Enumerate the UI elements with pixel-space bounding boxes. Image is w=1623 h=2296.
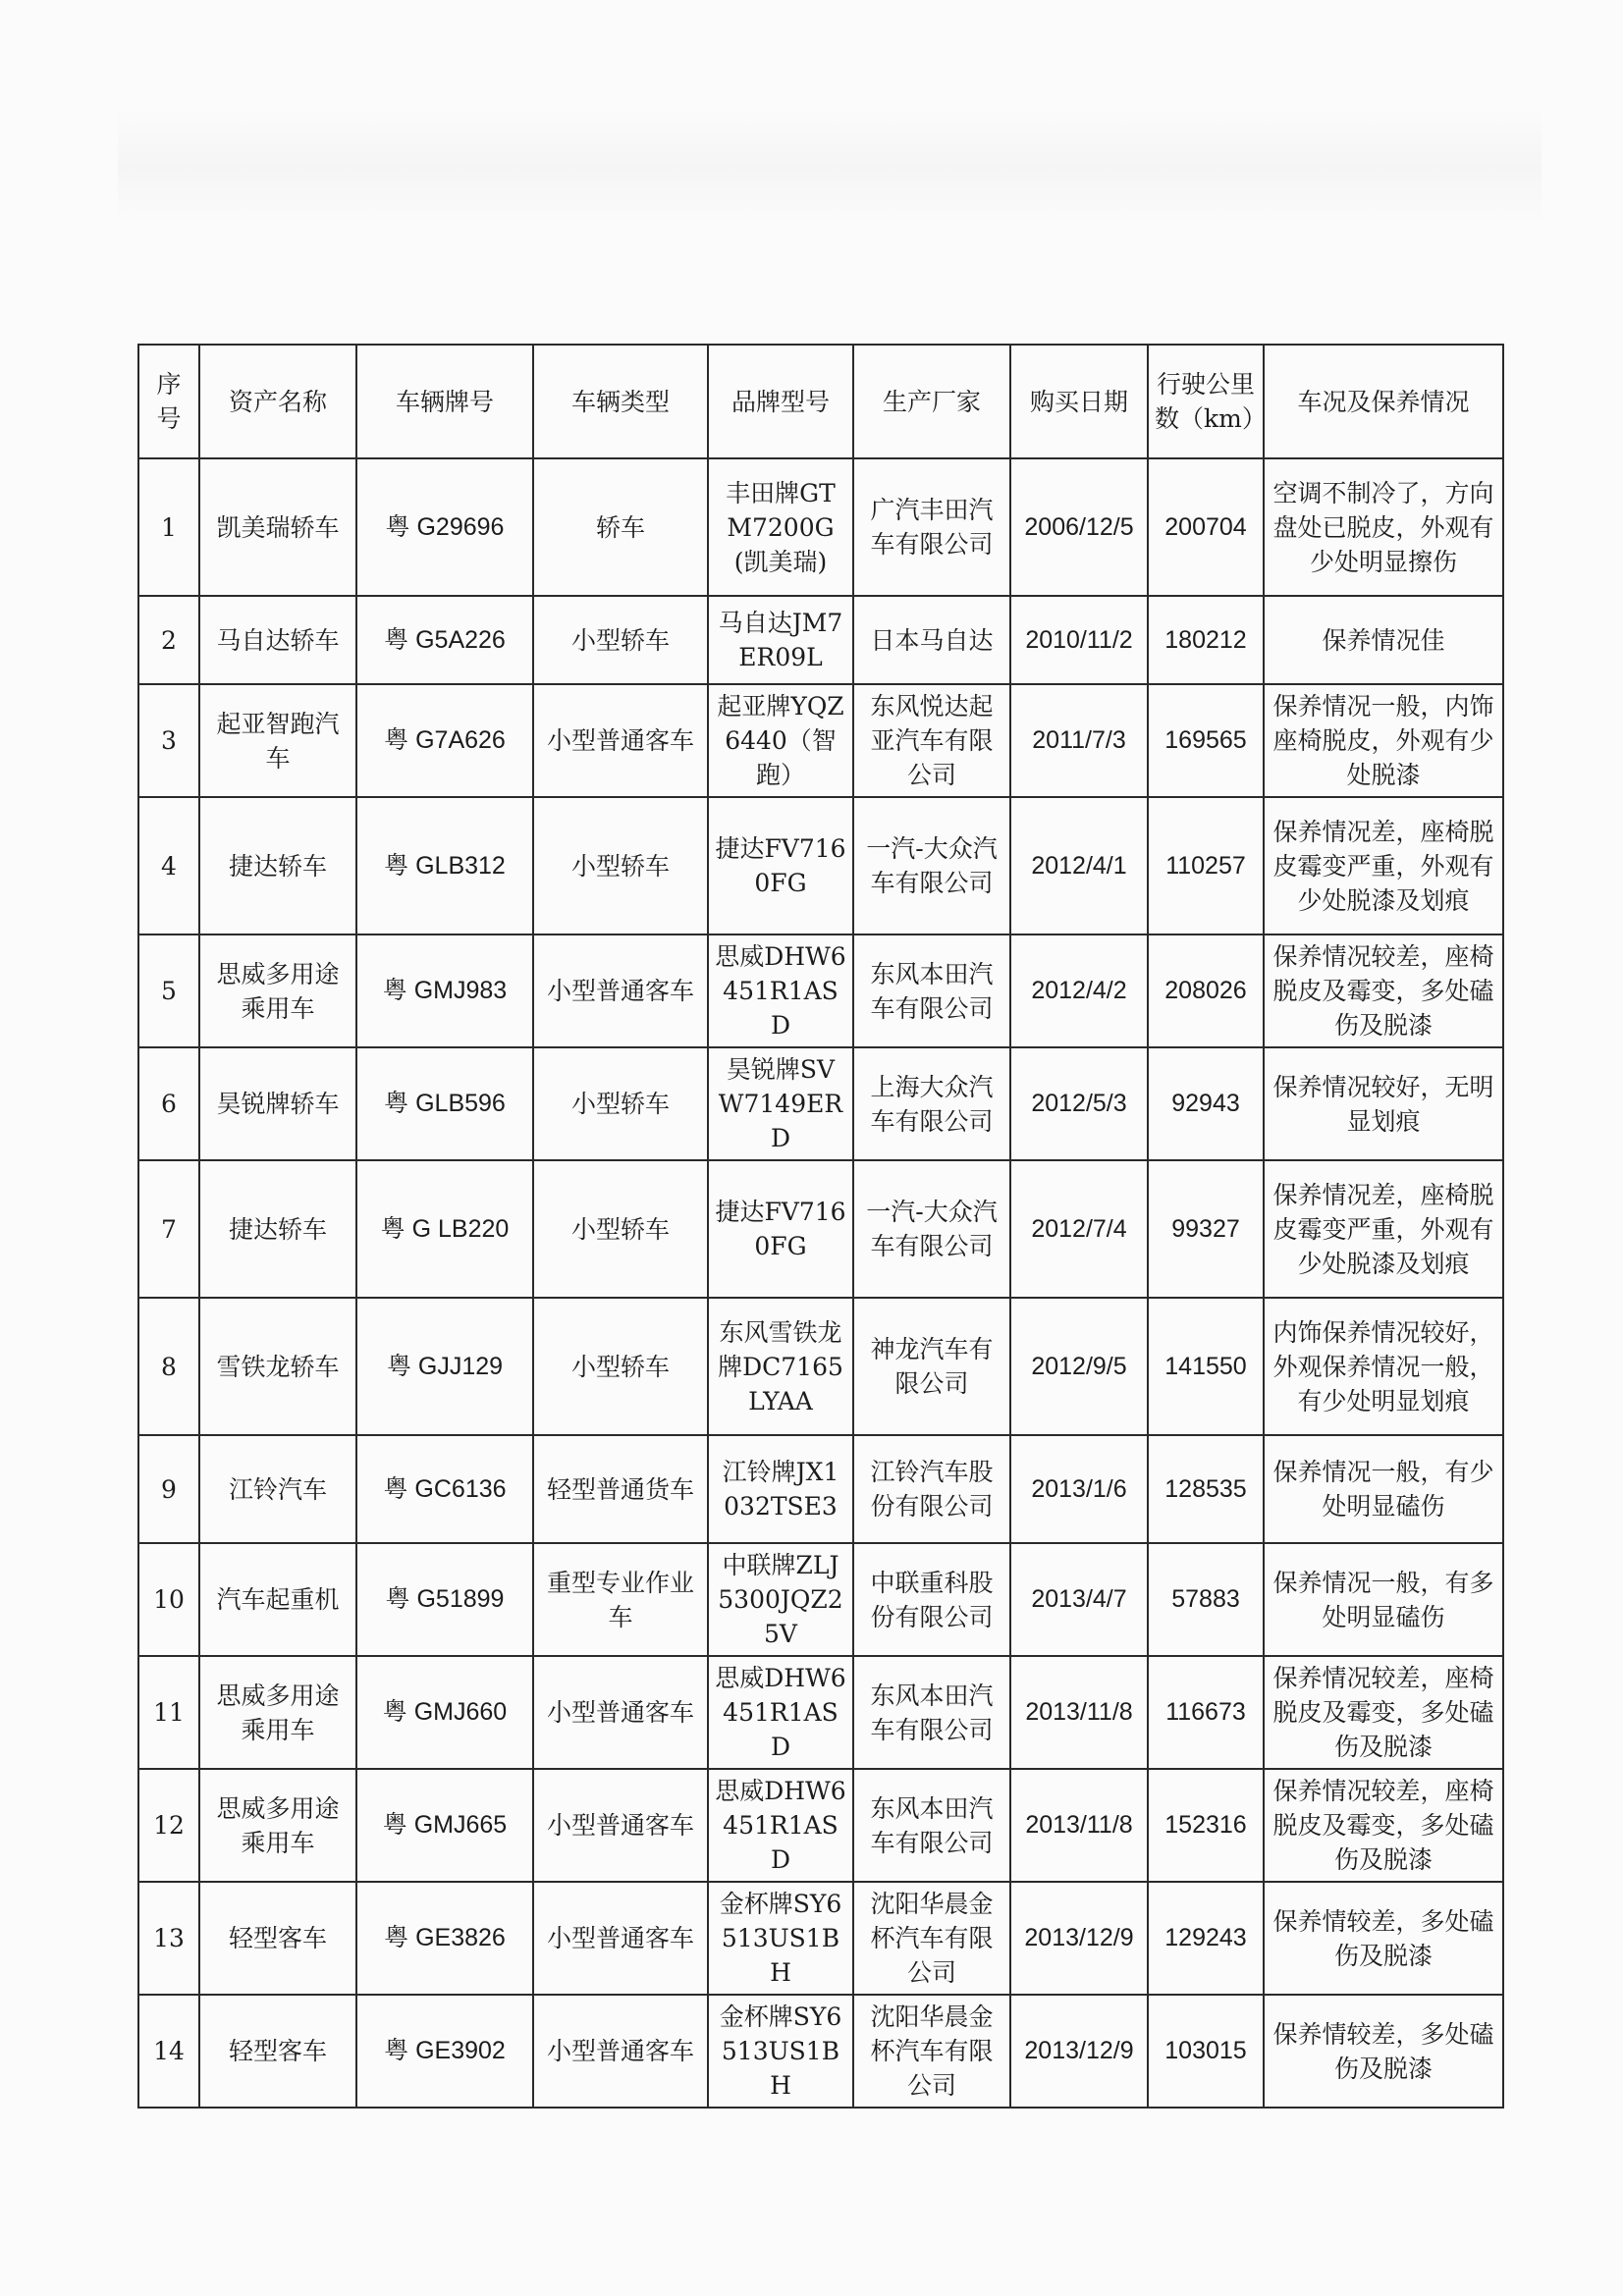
cell-asset-name: 轻型客车 — [199, 1882, 356, 1995]
cell-mileage: 200704 — [1148, 458, 1264, 596]
cell-purchase-date: 2013/11/8 — [1010, 1656, 1148, 1769]
cell-plate: 粤 GLB312 — [356, 797, 533, 934]
cell-mileage: 180212 — [1148, 596, 1264, 684]
cell-purchase-date: 2012/4/2 — [1010, 934, 1148, 1047]
header-row — [138, 345, 1503, 458]
cell-vehicle-type: 小型轿车 — [533, 797, 708, 934]
cell-mileage: 103015 — [1148, 1995, 1264, 2108]
cell-index: 1 — [138, 458, 199, 596]
header-manufacturer: 生产厂家 — [853, 345, 1010, 458]
cell-brand-model: 金杯牌SY6513US1BH — [708, 1995, 853, 2108]
cell-plate: 粤 GMJ660 — [356, 1656, 533, 1769]
cell-vehicle-type: 小型轿车 — [533, 1047, 708, 1160]
cell-mileage: 92943 — [1148, 1047, 1264, 1160]
table-row — [138, 1298, 1503, 1435]
cell-condition: 保养情况佳 — [1264, 596, 1503, 684]
cell-condition: 内饰保养情况较好，外观保养情况一般，有少处明显划痕 — [1264, 1298, 1503, 1435]
cell-plate: 粤 GMJ665 — [356, 1769, 533, 1882]
cell-purchase-date: 2006/12/5 — [1010, 458, 1148, 596]
cell-manufacturer: 一汽-大众汽车有限公司 — [853, 1160, 1010, 1298]
cell-plate: 粤 GC6136 — [356, 1435, 533, 1543]
vehicle-asset-table — [137, 344, 1504, 2109]
cell-vehicle-type: 小型普通客车 — [533, 1656, 708, 1769]
cell-brand-model: 江铃牌JX1032TSE3 — [708, 1435, 853, 1543]
cell-brand-model: 思威DHW6451R1ASD — [708, 1656, 853, 1769]
cell-condition: 保养情况较好，无明显划痕 — [1264, 1047, 1503, 1160]
table-row — [138, 1047, 1503, 1160]
cell-purchase-date: 2012/5/3 — [1010, 1047, 1148, 1160]
cell-index: 7 — [138, 1160, 199, 1298]
cell-condition: 保养情况一般，内饰座椅脱皮，外观有少处脱漆 — [1264, 684, 1503, 797]
table-row — [138, 934, 1503, 1047]
header-mileage: 行驶公里数（km） — [1148, 345, 1264, 458]
cell-manufacturer: 沈阳华晨金杯汽车有限公司 — [853, 1882, 1010, 1995]
cell-asset-name: 马自达轿车 — [199, 596, 356, 684]
cell-plate: 粤 GJJ129 — [356, 1298, 533, 1435]
header-asset-name: 资产名称 — [199, 345, 356, 458]
cell-vehicle-type: 小型轿车 — [533, 1160, 708, 1298]
cell-brand-model: 马自达JM7ER09L — [708, 596, 853, 684]
cell-index: 11 — [138, 1656, 199, 1769]
cell-condition: 保养情较差，多处磕伤及脱漆 — [1264, 1995, 1503, 2108]
cell-manufacturer: 神龙汽车有限公司 — [853, 1298, 1010, 1435]
table-row — [138, 1160, 1503, 1298]
table-header — [138, 345, 1503, 458]
cell-mileage: 129243 — [1148, 1882, 1264, 1995]
cell-brand-model: 思威DHW6451R1ASD — [708, 934, 853, 1047]
cell-plate: 粤 G5A226 — [356, 596, 533, 684]
cell-asset-name: 凯美瑞轿车 — [199, 458, 356, 596]
cell-index: 3 — [138, 684, 199, 797]
cell-mileage: 57883 — [1148, 1543, 1264, 1656]
cell-mileage: 169565 — [1148, 684, 1264, 797]
table-row — [138, 1995, 1503, 2108]
cell-plate: 粤 G LB220 — [356, 1160, 533, 1298]
cell-purchase-date: 2011/7/3 — [1010, 684, 1148, 797]
cell-plate: 粤 GMJ983 — [356, 934, 533, 1047]
cell-index: 13 — [138, 1882, 199, 1995]
cell-purchase-date: 2013/4/7 — [1010, 1543, 1148, 1656]
cell-index: 5 — [138, 934, 199, 1047]
cell-index: 14 — [138, 1995, 199, 2108]
cell-condition: 保养情况差，座椅脱皮霉变严重，外观有少处脱漆及划痕 — [1264, 1160, 1503, 1298]
cell-vehicle-type: 轻型普通货车 — [533, 1435, 708, 1543]
cell-brand-model: 昊锐牌SVW7149ERD — [708, 1047, 853, 1160]
cell-mileage: 116673 — [1148, 1656, 1264, 1769]
table-row — [138, 797, 1503, 934]
cell-manufacturer: 江铃汽车股份有限公司 — [853, 1435, 1010, 1543]
header-index: 序号 — [138, 345, 199, 458]
cell-brand-model: 东风雪铁龙牌DC7165LYAA — [708, 1298, 853, 1435]
cell-plate: 粤 G7A626 — [356, 684, 533, 797]
cell-manufacturer: 日本马自达 — [853, 596, 1010, 684]
cell-mileage: 141550 — [1148, 1298, 1264, 1435]
cell-brand-model: 捷达FV7160FG — [708, 1160, 853, 1298]
table-row — [138, 1435, 1503, 1543]
table-row — [138, 684, 1503, 797]
cell-asset-name: 起亚智跑汽车 — [199, 684, 356, 797]
cell-condition: 保养情况差，座椅脱皮霉变严重，外观有少处脱漆及划痕 — [1264, 797, 1503, 934]
table-row — [138, 1769, 1503, 1882]
cell-brand-model: 中联牌ZLJ5300JQZ25V — [708, 1543, 853, 1656]
table-row — [138, 1656, 1503, 1769]
cell-vehicle-type: 重型专业作业车 — [533, 1543, 708, 1656]
cell-asset-name: 雪铁龙轿车 — [199, 1298, 356, 1435]
cell-manufacturer: 沈阳华晨金杯汽车有限公司 — [853, 1995, 1010, 2108]
cell-index: 6 — [138, 1047, 199, 1160]
cell-vehicle-type: 小型普通客车 — [533, 934, 708, 1047]
cell-plate: 粤 G29696 — [356, 458, 533, 596]
cell-asset-name: 思威多用途乘用车 — [199, 1769, 356, 1882]
cell-vehicle-type: 小型普通客车 — [533, 684, 708, 797]
cell-vehicle-type: 小型普通客车 — [533, 1882, 708, 1995]
header-plate: 车辆牌号 — [356, 345, 533, 458]
cell-purchase-date: 2012/7/4 — [1010, 1160, 1148, 1298]
cell-brand-model: 丰田牌GTM7200G(凯美瑞) — [708, 458, 853, 596]
cell-condition: 保养情况较差，座椅脱皮及霉变，多处磕伤及脱漆 — [1264, 934, 1503, 1047]
cell-vehicle-type: 小型普通客车 — [533, 1769, 708, 1882]
cell-purchase-date: 2013/11/8 — [1010, 1769, 1148, 1882]
cell-condition: 保养情况较差，座椅脱皮及霉变，多处磕伤及脱漆 — [1264, 1656, 1503, 1769]
cell-asset-name: 汽车起重机 — [199, 1543, 356, 1656]
cell-manufacturer: 东风本田汽车有限公司 — [853, 1656, 1010, 1769]
cell-mileage: 128535 — [1148, 1435, 1264, 1543]
cell-mileage: 99327 — [1148, 1160, 1264, 1298]
cell-brand-model: 金杯牌SY6513US1BH — [708, 1882, 853, 1995]
cell-asset-name: 捷达轿车 — [199, 797, 356, 934]
cell-index: 4 — [138, 797, 199, 934]
cell-manufacturer: 东风悦达起亚汽车有限公司 — [853, 684, 1010, 797]
table-row — [138, 458, 1503, 596]
cell-mileage: 110257 — [1148, 797, 1264, 934]
cell-asset-name: 轻型客车 — [199, 1995, 356, 2108]
cell-purchase-date: 2012/9/5 — [1010, 1298, 1148, 1435]
cell-manufacturer: 东风本田汽车有限公司 — [853, 934, 1010, 1047]
cell-purchase-date: 2013/1/6 — [1010, 1435, 1148, 1543]
header-brand-model: 品牌型号 — [708, 345, 853, 458]
cell-plate: 粤 G51899 — [356, 1543, 533, 1656]
cell-manufacturer: 上海大众汽车有限公司 — [853, 1047, 1010, 1160]
cell-index: 8 — [138, 1298, 199, 1435]
cell-manufacturer: 一汽-大众汽车有限公司 — [853, 797, 1010, 934]
cell-purchase-date: 2013/12/9 — [1010, 1882, 1148, 1995]
header-condition: 车况及保养情况 — [1264, 345, 1503, 458]
table-row — [138, 1882, 1503, 1995]
cell-purchase-date: 2010/11/2 — [1010, 596, 1148, 684]
cell-brand-model: 捷达FV7160FG — [708, 797, 853, 934]
cell-condition: 空调不制冷了，方向盘处已脱皮，外观有少处明显擦伤 — [1264, 458, 1503, 596]
cell-mileage: 208026 — [1148, 934, 1264, 1047]
cell-purchase-date: 2012/4/1 — [1010, 797, 1148, 934]
cell-index: 10 — [138, 1543, 199, 1656]
cell-brand-model: 起亚牌YQZ6440（智跑） — [708, 684, 853, 797]
cell-asset-name: 思威多用途乘用车 — [199, 1656, 356, 1769]
cell-vehicle-type: 小型普通客车 — [533, 1995, 708, 2108]
cell-asset-name: 捷达轿车 — [199, 1160, 356, 1298]
cell-condition: 保养情况一般，有多处明显磕伤 — [1264, 1543, 1503, 1656]
cell-asset-name: 江铃汽车 — [199, 1435, 356, 1543]
cell-vehicle-type: 轿车 — [533, 458, 708, 596]
cell-vehicle-type: 小型轿车 — [533, 1298, 708, 1435]
cell-condition: 保养情况较差，座椅脱皮及霉变，多处磕伤及脱漆 — [1264, 1769, 1503, 1882]
header-vehicle-type: 车辆类型 — [533, 345, 708, 458]
cell-plate: 粤 GLB596 — [356, 1047, 533, 1160]
cell-mileage: 152316 — [1148, 1769, 1264, 1882]
cell-index: 12 — [138, 1769, 199, 1882]
cell-index: 9 — [138, 1435, 199, 1543]
cell-manufacturer: 中联重科股份有限公司 — [853, 1543, 1010, 1656]
cell-brand-model: 思威DHW6451R1ASD — [708, 1769, 853, 1882]
cell-asset-name: 思威多用途乘用车 — [199, 934, 356, 1047]
cell-plate: 粤 GE3826 — [356, 1882, 533, 1995]
cell-manufacturer: 广汽丰田汽车有限公司 — [853, 458, 1010, 596]
cell-plate: 粤 GE3902 — [356, 1995, 533, 2108]
cell-index: 2 — [138, 596, 199, 684]
scan-shadow — [118, 108, 1542, 226]
table-row — [138, 596, 1503, 684]
table-row — [138, 1543, 1503, 1656]
cell-condition: 保养情较差，多处磕伤及脱漆 — [1264, 1882, 1503, 1995]
cell-asset-name: 昊锐牌轿车 — [199, 1047, 356, 1160]
cell-condition: 保养情况一般，有少处明显磕伤 — [1264, 1435, 1503, 1543]
cell-purchase-date: 2013/12/9 — [1010, 1995, 1148, 2108]
cell-manufacturer: 东风本田汽车有限公司 — [853, 1769, 1010, 1882]
table-body — [138, 458, 1503, 2108]
cell-vehicle-type: 小型轿车 — [533, 596, 708, 684]
header-purchase-date: 购买日期 — [1010, 345, 1148, 458]
